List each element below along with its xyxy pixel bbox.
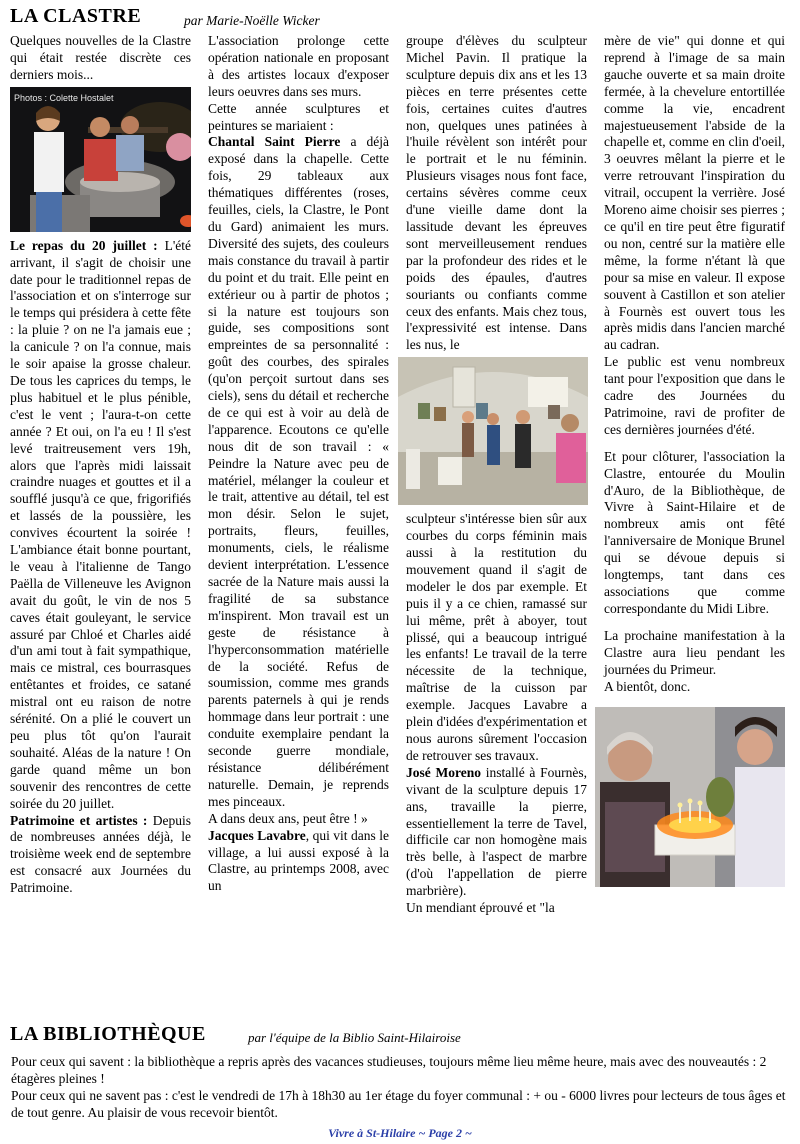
jacques-text: , qui vit dans le village, a lui aussi exposé à la Clastre, au printemps 2008, avec un	[208, 827, 389, 894]
repas-text: L'été arrivant, il s'agit de choisir une date pour le traditionnel repas de l'association et on s'interroge sur le temps qui présidera à cette fête : la pluie ? on ne l'a jamais eue ; la canicule ? on l'a connue, mais le soir apaise la grosse chaleur. De tous les caprices du temps, le plus habituel et le plus pénible, c'est le vent ; l'aura-t-on cette année ? Et oui, on l'a eu ! Il s'est levé traitreusement vers 19h, alors que l'après midi laissait craindre nuages et gouttes et il a soufflé jusqu'à ce que, frigorifiés et lassés de la poussière, les convives écourtent la soirée ! L'ambiance était bonne pourtant, le veau à l'italienne de Tango Paëlla de Villeneuve les Avignon avait du goût, le vin de nos 5 caves était gouleyant, le service assuré par Chloé et Charles aidé d'un ami tout à fait sympathique, mais ce mistral, ces bourrasques entêtantes et froides, ce satané mistral ont eu raison de notre sérénité. On a plié le couvert un peu plus tôt qu'on l'aurait souhaité. Aléas de la nature ! On garde quand même un bon souvenir des rencontres de cette soirée du 20 juillet.	[10, 237, 191, 811]
chantal-text: a déjà exposé dans la chapelle. Cette fois, 29 tableaux aux thématiques différentes (roses, feuilles, ciels, la Clastre, le Pont du Gard) animaient les murs. Diversité des sujets, des couleurs mais constance du travail à partir du point et du trait. Elle peint en extérieur ou à partir de photos ; si la nature est toujours son guide, ses compositions sont empreintes de sa personnalité : goût des courbes, des spirales (qu'on perçoit surtout dans ses ciels), sens du détail et recherche de ce qui est à voir au delà de l'apparence. Ecoutons ce qu'elle nous dit de son travail : « Peindre la Nature avec peu de matériel, mélanger la couleur et le trait, attentive au détail, tel est mon désir. Selon le sujet, portraits, fleurs, feuilles, monuments, ciels, le réalisme devient interprétation. L'essence sacrée de la Nature mais aussi la fragilité de sa substance m'inspirent. Mon travail est un geste de résistance à l'hyperconsommation matérielle de la société. Refus de soumission, comme mes grands parents paternels à qui je rends hommage dans leur portrait : une conduite exemplaire pendant la seconde guerre mondiale, résistance délibérément naturelle. Demain, je reprends mes pinceaux.	[208, 134, 389, 809]
association-paragraph: L'association prolonge cette opération nationale en proposant à des artistes locaux d'exposer leurs oeuvres dans ses murs.	[208, 33, 389, 99]
photo-credit: Photos : Colette Hostalet	[14, 92, 114, 103]
patrimoine-paragraph	[10, 813, 191, 898]
column-2	[208, 33, 389, 895]
bibliotheque-title: LA BIBLIOTHÈQUE	[10, 1023, 206, 1045]
jose-text: installé à Fournès, vivant de la sculpture depuis 17 ans, travaille la pierre, essentiellement la terre de Tavel, difficile car non homogène mais très belle, à l'aspect de marbre (d'où l'appellation de pierre marbrière).	[406, 764, 587, 899]
a-bientot-paragraph: A bientôt, donc.	[604, 678, 691, 694]
article-title: LA CLASTRE	[10, 5, 142, 27]
mere-de-vie-paragraph: mère de vie" qui donne et qui reprend à l'image de sa main gauche ouverte et sa main droite fermée, à la chevelure entortillée comme la vie, encadrent majestueusement l'abside de la chapelle et, comme en clin d'oeil, 3 oeuvres mêlant la pierre et le verre retrouvant l'inspiration du vitrail, occupent la verrière. José Moreno aime choisir ses pierres ; ce qu'il en tire peut être figuratif ou non, centré sur la matière elle même, la forme n'étant là que pour sa mise en valeur. Il expose souvent à Castillon et son atelier à Fournès est ouvert tous les après midis dans l'ancien marché au cadran.	[604, 33, 785, 353]
chantal-paragraph	[208, 134, 389, 810]
jacques-paragraph	[208, 828, 389, 896]
column-1	[10, 33, 191, 897]
exhibition-photo	[398, 357, 588, 505]
sculpteur-paragraph: sculpteur s'intéresse bien sûr aux courbes du corps féminin mais aussi à la restitution du mouvement quand il s'agit de modeler le dos par exemple. Et puis il y a ce chien, ramassé sur lui même, prêt à aboyer, tout plissé, qui a beaucoup intrigué les enfants! Le travail de la terre nécessite de la technique, maîtrise de la cuisson par exemple. Jacques Lavabre a plein d'idées d'expérimentation et nous aurons sûrement l'occasion de retrouver ses travaux.	[406, 511, 587, 763]
sculptures-paragraph: Cette année sculptures et peintures se mariaient :	[208, 100, 389, 133]
deux-ans-paragraph: A dans deux ans, peut être ! »	[208, 810, 368, 826]
repas-paragraph	[10, 238, 191, 813]
patrimoine-heading: Patrimoine et artistes :	[10, 812, 148, 828]
bibliotheque-body	[11, 1053, 789, 1121]
bibliotheque-paragraph-2: Pour ceux qui ne savent pas : c'est le vendredi de 17h à 18h30 au 1er étage du foyer communal : + ou - 6000 livres pour lecteurs de tous âges et de tout genre. Au plaisir de vous recevoir bientôt.	[11, 1088, 786, 1120]
repas-heading: Le repas du 20 juillet :	[10, 237, 158, 253]
birthday-photo	[595, 707, 785, 887]
article-author: par Marie-Noëlle Wicker	[184, 13, 320, 28]
prochaine-paragraph: La prochaine manifestation à la Clastre aura lieu pendant les journées du Primeur.	[604, 627, 785, 677]
column-4	[604, 33, 785, 893]
column-3	[406, 33, 587, 917]
page-footer: Vivre à St-Hilaire ~ Page 2 ~	[328, 1126, 472, 1140]
jose-paragraph	[406, 765, 587, 900]
bibliotheque-author: par l'équipe de la Biblio Saint-Hilairoise	[248, 1030, 461, 1045]
jose-heading: José Moreno	[406, 764, 481, 780]
bibliotheque-paragraph-1: Pour ceux qui savent : la bibliothèque a repris après des vacances studieuses, toujours même lieu même heure, mais avec des nouveautés : 2 étagères pleines !	[11, 1054, 767, 1086]
intro-paragraph: Quelques nouvelles de la Clastre qui était restée discrète ces derniers mois...	[10, 33, 191, 82]
pavin-paragraph: groupe d'élèves du sculpteur Michel Pavin. Il pratique la sculpture depuis dix ans et les 13 pièces en terre présentes cette fois, certaines cuites d'autres non, quelques unes patinées à l'huile révèlent son intérêt pour le portrait et le nu féminin. Plusieurs visages nous font face, certains sévères comme ceux d'une vieille dame dont la lassitude devant les épreuves sont merveilleusement rendues par la profondeur des rides et le poids des épaules, d'autres souriants ou confiants comme ceux des enfants. Mais chez tous, l'expressivité est intense. Dans les nus, le	[406, 33, 587, 353]
jacques-heading: Jacques Lavabre	[208, 827, 306, 843]
cloturer-paragraph: Et pour clôturer, l'association la Clastre, entourée du Moulin d'Auro, de la Bibliothèque, de Vivre à Saint-Hilaire et de nombreux amis ont fêté l'anniversaire de Monique Brunel qui se dévoue depuis si longtemps, tant dans ces associations que comme correspondante du Midi Libre.	[604, 448, 785, 616]
public-paragraph: Le public est venu nombreux tant pour l'exposition que dans le cadre des Journées du Patrimoine, ravi de profiter de ces dernières journées d'été.	[604, 354, 785, 437]
mendiant-paragraph: Un mendiant éprouvé et "la	[406, 900, 555, 916]
dinner-photo	[10, 87, 191, 232]
chantal-heading: Chantal Saint Pierre	[208, 134, 341, 150]
patrimoine-text: Depuis de nombreuses années déjà, le troisième week end de septembre est consacré aux Journées du Patrimoine.	[10, 812, 191, 896]
